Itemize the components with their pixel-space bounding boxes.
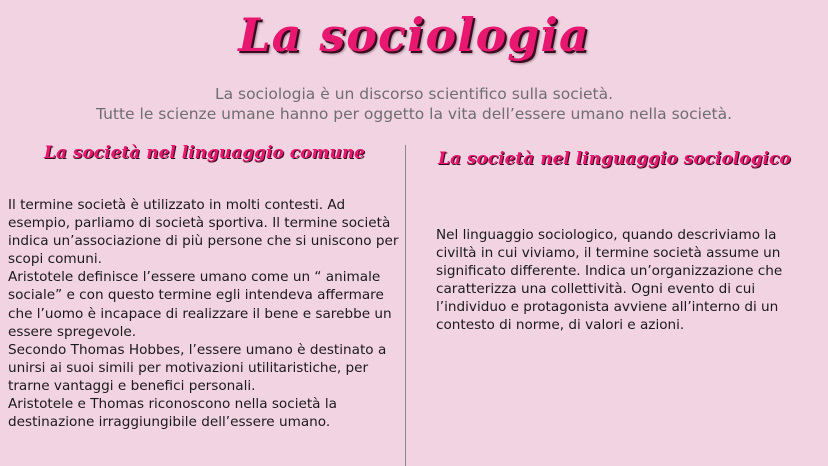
column-divider [405,145,406,466]
right-paragraph-1: Nel linguaggio sociologico, quando descriviamo la civiltà in cui viviamo, il termine società assume un significato differente. Indica un’organizzazione che caratterizza una collettività. Ogni evento di cui l’individuo e protagonista avviene all’interno di un contesto di norme, di valori e azioni. [436,227,783,334]
left-column-text [8,196,400,431]
right-column-text [436,226,796,335]
page-title: La sociologia [238,8,590,62]
left-column-heading: La società nel linguaggio comune [44,143,365,163]
subtitle-line-1: La sociologia è un discorso scientifico sulla società. [214,85,614,103]
subtitle-line-2: Tutte le scienze umane hanno per oggetto la vita dell’essere umano nella società. [95,105,733,123]
left-paragraph-4: Aristotele e Thomas riconoscono nella società la destinazione irraggiungibile dell’essere umano. [8,396,337,431]
left-paragraph-1: Il termine società è utilizzato in molti contesti. Ad esempio, parliamo di società sportiva. Il termine società indica un’associazione di più persone che si uniscono per scopi comuni. [8,197,399,268]
left-paragraph-2: Aristotele definisce l’essere umano come un “ animale sociale” e con questo termine egli intendeva affermare che l’uomo è incapace di realizzare il bene e sarebbe un essere spregevole. [8,269,392,340]
left-paragraph-3: Secondo Thomas Hobbes, l’essere umano è destinato a unirsi ai suoi simili per motivazioni utilitaristiche, per trarne vantaggi e benefici personali. [8,341,387,394]
right-column-heading: La società nel linguaggio sociologico [438,149,791,169]
